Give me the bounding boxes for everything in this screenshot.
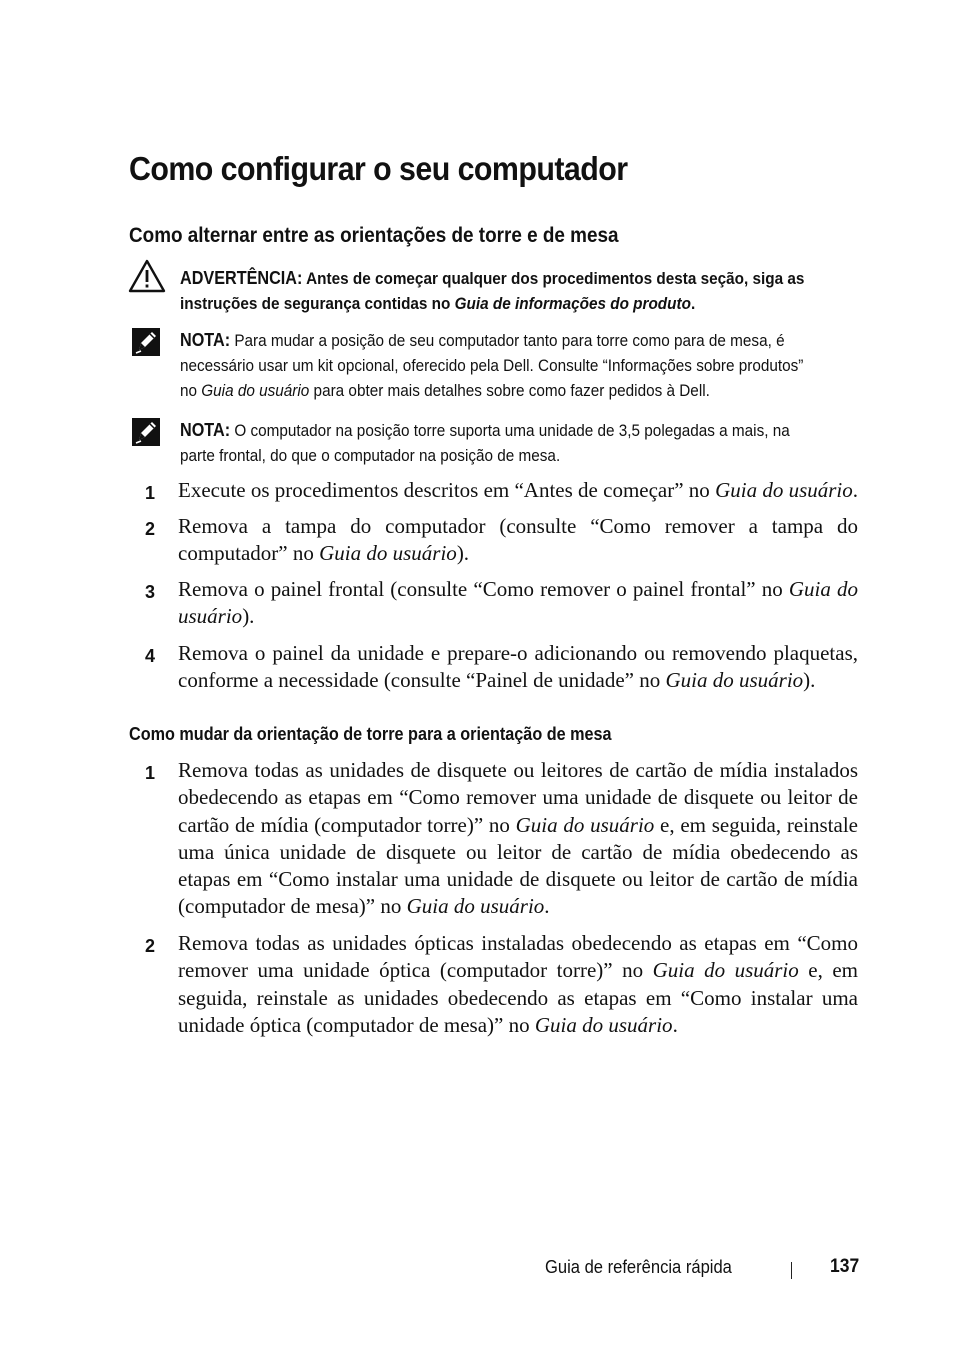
note-text: O computador na posição torre suporta uma unidade de 3,5 polegadas a mais, na parte frontal, do que o computador na posição de mesa. xyxy=(180,421,790,465)
warning-triangle-icon xyxy=(128,259,166,293)
step-text: Execute os procedimentos descritos em “Antes de começar” no Guia do usuário. xyxy=(178,478,858,502)
step-number: 3 xyxy=(145,582,156,602)
note-reference: Guia do usuário xyxy=(201,381,310,400)
note-2 xyxy=(180,418,810,468)
step-number: 1 xyxy=(145,483,156,503)
step-reference: Guia do usuário xyxy=(652,958,799,983)
footer-divider xyxy=(791,1262,792,1279)
step-text: Remova o painel frontal (consulte “Como remover o painel frontal” no Guia do usuário). xyxy=(178,577,859,629)
footer-label: Guia de referência rápida xyxy=(545,1257,732,1277)
step-reference: Guia do usuário xyxy=(319,541,457,566)
page-number: 137 xyxy=(830,1256,860,1277)
warning-text-end: . xyxy=(690,294,696,313)
note-1 xyxy=(180,328,810,403)
note-text: Para mudar a posição de seu computador tanto para torre como para de mesa, é necessário usar um kit opcional, oferecido pela Dell. Consulte “Informações sobre produtos” no xyxy=(180,331,804,400)
page-title: Como configurar o seu computador xyxy=(129,150,628,187)
step-reference: Guia do usuário xyxy=(715,478,853,502)
step-number: 4 xyxy=(145,646,156,666)
note-text-end: para obter mais detalhes sobre como fazer pedidos à Dell. xyxy=(309,381,710,400)
step-text: Remova todas as unidades de disquete ou leitores de cartão de mídia instalados obedecendo as etapas em “Como remover uma unidade de disquete ou leitor de cartão de mídia (computador torre)” no Guia do usuário e, em seguida, reinstale uma única unidade de disquete ou leitor de cartão de mídia obedecendo as etapas em “Como instalar uma unidade de disquete ou leitor de cartão de mídia (computador de mesa)” no Guia do usuário. xyxy=(178,758,858,919)
warning-label: ADVERTÊNCIA: xyxy=(180,268,303,288)
section-heading: Como alternar entre as orientações de torre e de mesa xyxy=(129,224,619,247)
step-text: Remova o painel da unidade e prepare-o adicionando ou removendo plaquetas, conforme a necessidade (consulte “Painel de unidade” no Guia do usuário). xyxy=(178,641,858,693)
step-number: 2 xyxy=(145,519,156,539)
step-reference: Guia do usuário xyxy=(515,812,655,837)
note-label: NOTA: xyxy=(180,420,231,440)
step-number: 2 xyxy=(145,936,156,956)
pencil-note-icon xyxy=(131,327,161,357)
step-number: 1 xyxy=(145,763,156,783)
step-reference: Guia do usuário xyxy=(178,577,859,629)
step-text: Remova a tampa do computador (consulte “Como remover a tampa do computador” no Guia do usuário). xyxy=(178,514,858,566)
note-label: NOTA: xyxy=(180,330,231,350)
pencil-note-icon xyxy=(131,417,161,447)
warning-text: Antes de começar qualquer dos procedimentos desta seção, siga as instruções de segurança contidas no xyxy=(180,269,805,313)
subsection-heading: Como mudar da orientação de torre para a orientação de mesa xyxy=(129,724,612,744)
step-reference: Guia do usuário xyxy=(406,894,545,919)
step-reference: Guia do usuário xyxy=(534,1012,673,1037)
warning-notice xyxy=(180,266,810,316)
warning-reference: Guia de informações do produto xyxy=(454,294,691,313)
step-reference: Guia do usuário xyxy=(665,668,804,693)
step-text: Remova todas as unidades ópticas instaladas obedecendo as etapas em “Como remover uma unidade óptica (computador torre)” no Guia do usuário e, em seguida, reinstale as unidades obedecendo as etapas em “Como instalar uma unidade óptica (computador de mesa)” no Guia do usuário. xyxy=(178,931,858,1037)
